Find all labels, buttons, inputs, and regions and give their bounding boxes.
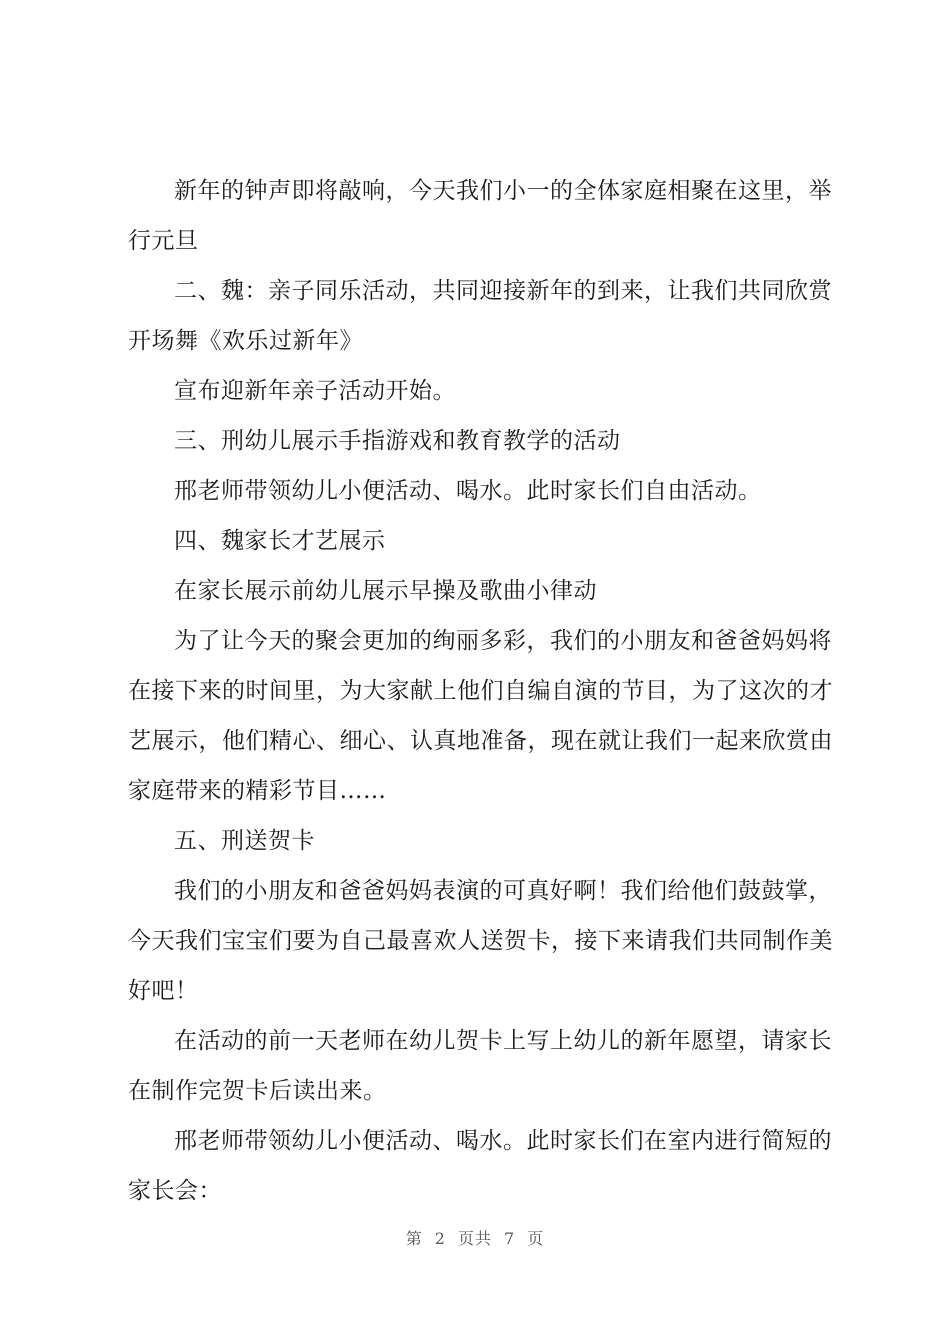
paragraph: 邢老师带领幼儿小便活动、喝水。此时家长们自由活动。 <box>174 478 762 504</box>
footer-prefix: 第 <box>405 1229 423 1248</box>
paragraph: 邢老师带领幼儿小便活动、喝水。此时家长们在室内进行简短的家长会： <box>128 1128 832 1204</box>
footer-middle: 页共 <box>457 1229 492 1248</box>
page-footer <box>0 1226 950 1249</box>
paragraph: 我们的小朋友和爸爸妈妈表演的可真好啊！我们给他们鼓鼓掌，今天我们宝宝们要为自己最喜欢人送贺卡，接下来请我们共同制作美好吧！ <box>128 878 833 1004</box>
footer-suffix: 页 <box>527 1229 545 1248</box>
page-number-total: 7 <box>504 1229 516 1248</box>
paragraph: 为了让今天的聚会更加的绚丽多彩，我们的小朋友和爸爸妈妈将在接下来的时间里，为大家献上他们自编自演的节目，为了这次的才艺展示，他们精心、细心、认真地准备，现在就让我们一起来欣赏由家庭带来的精彩节目…… <box>128 628 833 804</box>
paragraph: 在家长展示前幼儿展示早操及歌曲小律动 <box>174 578 597 604</box>
paragraph: 在活动的前一天老师在幼儿贺卡上写上幼儿的新年愿望，请家长在制作完贺卡后读出来。 <box>128 1028 832 1104</box>
document-body <box>128 166 850 1216</box>
paragraph: 新年的钟声即将敲响，今天我们小一的全体家庭相聚在这里，举行元旦 <box>128 178 832 254</box>
paragraph: 四、魏家长才艺展示 <box>174 528 386 554</box>
paragraph: 三、刑幼儿展示手指游戏和教育教学的活动 <box>174 428 621 454</box>
paragraph: 二、魏：亲子同乐活动，共同迎接新年的到来，让我们共同欣赏开场舞《欢乐过新年》 <box>128 278 832 354</box>
page-number-current: 2 <box>434 1229 446 1248</box>
paragraph: 五、刑送贺卡 <box>174 828 315 854</box>
paragraph: 宣布迎新年亲子活动开始。 <box>174 378 456 404</box>
